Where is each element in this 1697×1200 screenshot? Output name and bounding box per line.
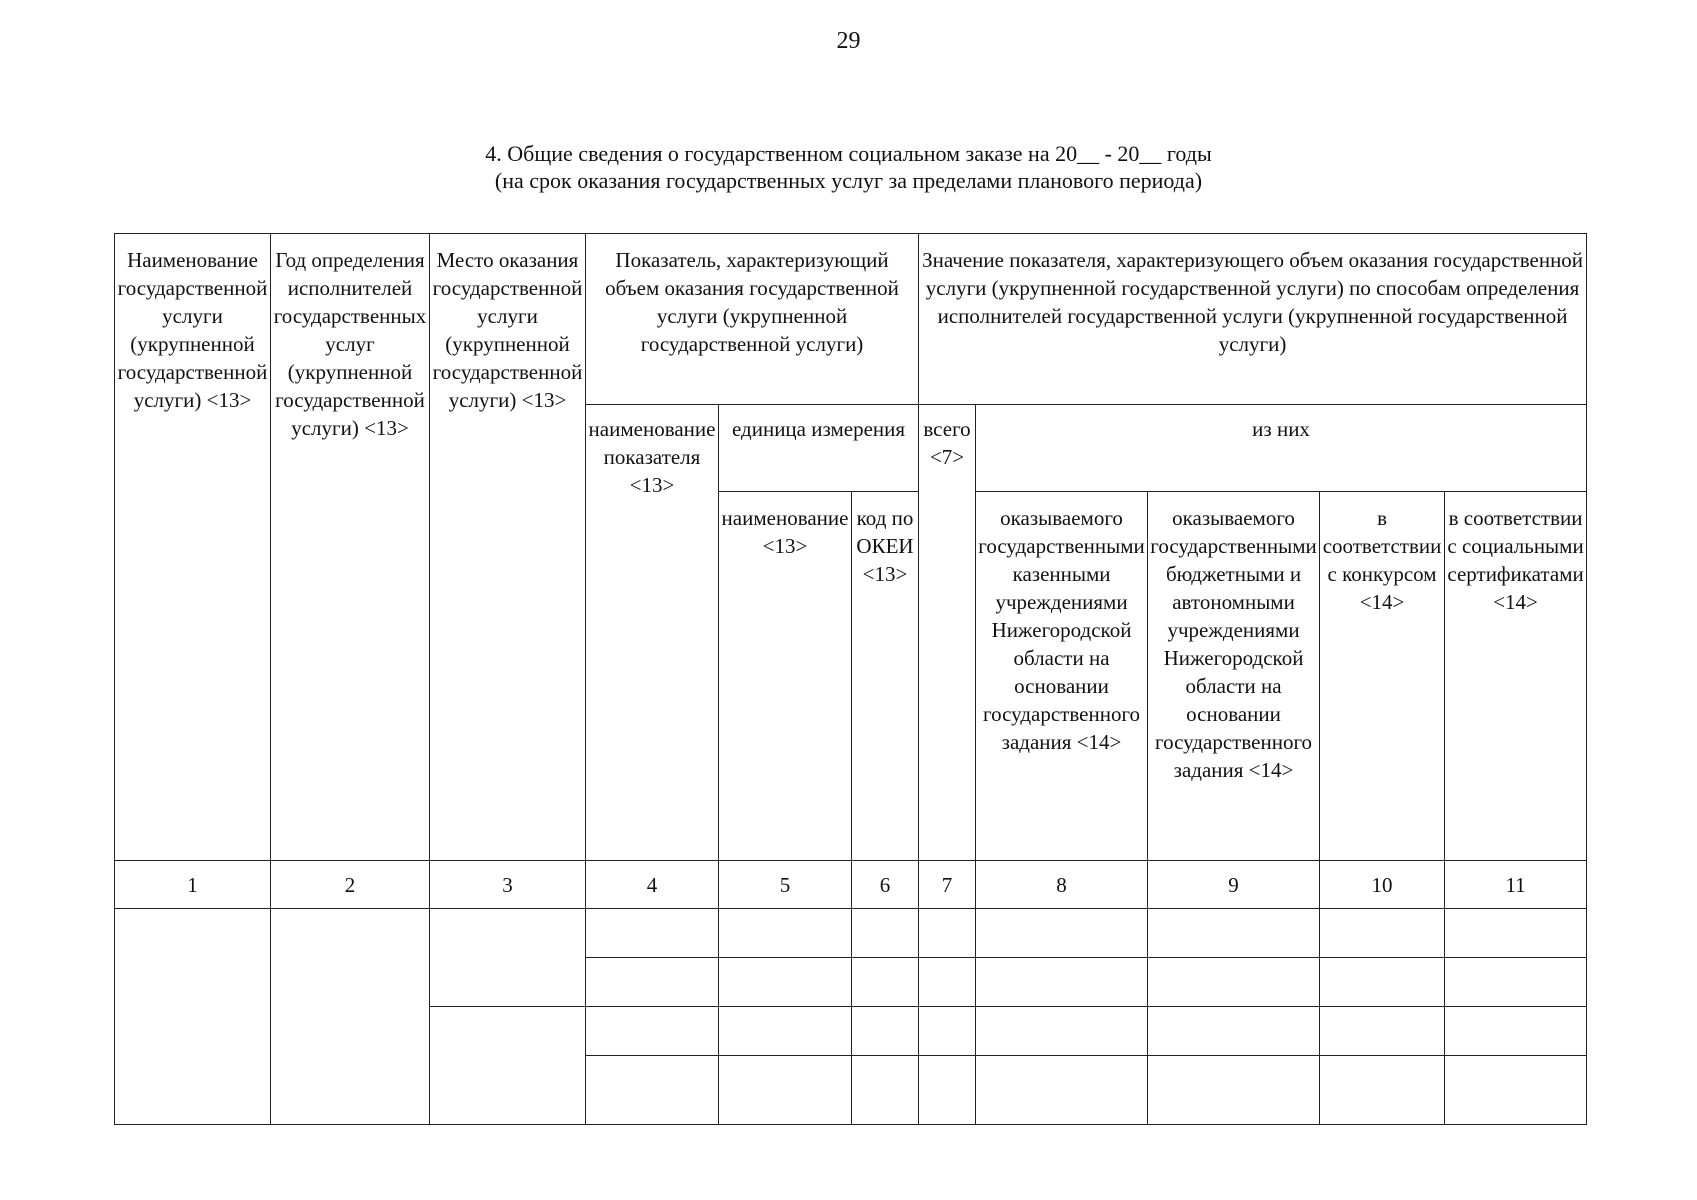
header-budget-institutions: оказываемого государственными бюджетными и автономными учреждениями Нижегородской области на основании государственного задания <14>	[1148, 492, 1320, 861]
header-service-name: Наименование государственной услуги (укрупненной государственной услуги) <13>	[115, 234, 271, 861]
section-title	[0, 140, 1697, 194]
empty-cell[interactable]	[1320, 1007, 1445, 1056]
column-number: 6	[852, 861, 919, 909]
empty-cell[interactable]	[1148, 909, 1320, 958]
empty-cell[interactable]	[852, 1007, 919, 1056]
empty-cell[interactable]	[976, 1056, 1148, 1125]
empty-cell[interactable]	[1148, 1007, 1320, 1056]
empty-cell[interactable]	[1445, 909, 1587, 958]
header-social-certificates: в соответствии с социальными сертификатами <14>	[1445, 492, 1587, 861]
header-of-which: из них	[976, 405, 1587, 492]
column-number: 9	[1148, 861, 1320, 909]
column-number: 7	[919, 861, 976, 909]
column-number: 1	[115, 861, 271, 909]
empty-cell[interactable]	[1320, 958, 1445, 1007]
empty-cell[interactable]	[430, 1007, 586, 1125]
section-title-line-2: (на срок оказания государственных услуг за пределами планового периода)	[494, 168, 1203, 193]
empty-cell[interactable]	[852, 1056, 919, 1125]
empty-cell[interactable]	[976, 1007, 1148, 1056]
header-competition: в соответствии с конкурсом <14>	[1320, 492, 1445, 861]
column-number: 8	[976, 861, 1148, 909]
header-total: всего <7>	[919, 405, 976, 861]
empty-cell[interactable]	[852, 958, 919, 1007]
empty-cell[interactable]	[1320, 1056, 1445, 1125]
empty-cell[interactable]	[586, 909, 719, 958]
table-row	[115, 909, 1587, 958]
header-unit-group: единица измерения	[719, 405, 919, 492]
empty-cell[interactable]	[719, 1056, 852, 1125]
empty-cell[interactable]	[919, 1007, 976, 1056]
empty-cell[interactable]	[1445, 958, 1587, 1007]
header-value-group: Значение показателя, характеризующего объем оказания государственной услуги (укрупненной государственной услуги) по способам определения исполнителей государственной услуги (укрупненной государственной услуги)	[919, 234, 1587, 405]
page-number: 29	[836, 28, 861, 54]
column-number: 3	[430, 861, 586, 909]
column-number: 4	[586, 861, 719, 909]
column-number: 11	[1445, 861, 1587, 909]
empty-cell[interactable]	[852, 909, 919, 958]
empty-cell[interactable]	[1445, 1007, 1587, 1056]
empty-cell[interactable]	[719, 909, 852, 958]
empty-cell[interactable]	[976, 909, 1148, 958]
column-number-row	[115, 861, 1587, 909]
column-number: 5	[719, 861, 852, 909]
empty-cell[interactable]	[430, 909, 586, 1007]
column-number: 2	[271, 861, 430, 909]
header-place: Место оказания государственной услуги (укрупненной государственной услуги) <13>	[430, 234, 586, 861]
header-indicator-name: наименование показателя <13>	[586, 405, 719, 861]
empty-cell[interactable]	[719, 958, 852, 1007]
section-title-line-1: 4. Общие сведения о государственном социальном заказе на 20__ - 20__ годы	[485, 141, 1212, 166]
header-indicator-group: Показатель, характеризующий объем оказания государственной услуги (укрупненной государственной услуги)	[586, 234, 919, 405]
header-state-institutions: оказываемого государственными казенными учреждениями Нижегородской области на основании государственного задания <14>	[976, 492, 1148, 861]
empty-cell[interactable]	[115, 909, 271, 1125]
empty-cell[interactable]	[919, 958, 976, 1007]
empty-cell[interactable]	[586, 958, 719, 1007]
social-order-table	[114, 233, 1587, 1125]
empty-cell[interactable]	[271, 909, 430, 1125]
empty-cell[interactable]	[586, 1007, 719, 1056]
empty-cell[interactable]	[1445, 1056, 1587, 1125]
header-okei-code: код по ОКЕИ <13>	[852, 492, 919, 861]
header-year: Год определения исполнителей государственных услуг (укрупненной государственной услуги) <13>	[271, 234, 430, 861]
empty-cell[interactable]	[1148, 958, 1320, 1007]
empty-cell[interactable]	[1148, 1056, 1320, 1125]
empty-cell[interactable]	[919, 1056, 976, 1125]
empty-cell[interactable]	[719, 1007, 852, 1056]
header-unit-name: наименование <13>	[719, 492, 852, 861]
empty-cell[interactable]	[586, 1056, 719, 1125]
empty-cell[interactable]	[919, 909, 976, 958]
empty-cell[interactable]	[1320, 909, 1445, 958]
empty-cell[interactable]	[976, 958, 1148, 1007]
column-number: 10	[1320, 861, 1445, 909]
